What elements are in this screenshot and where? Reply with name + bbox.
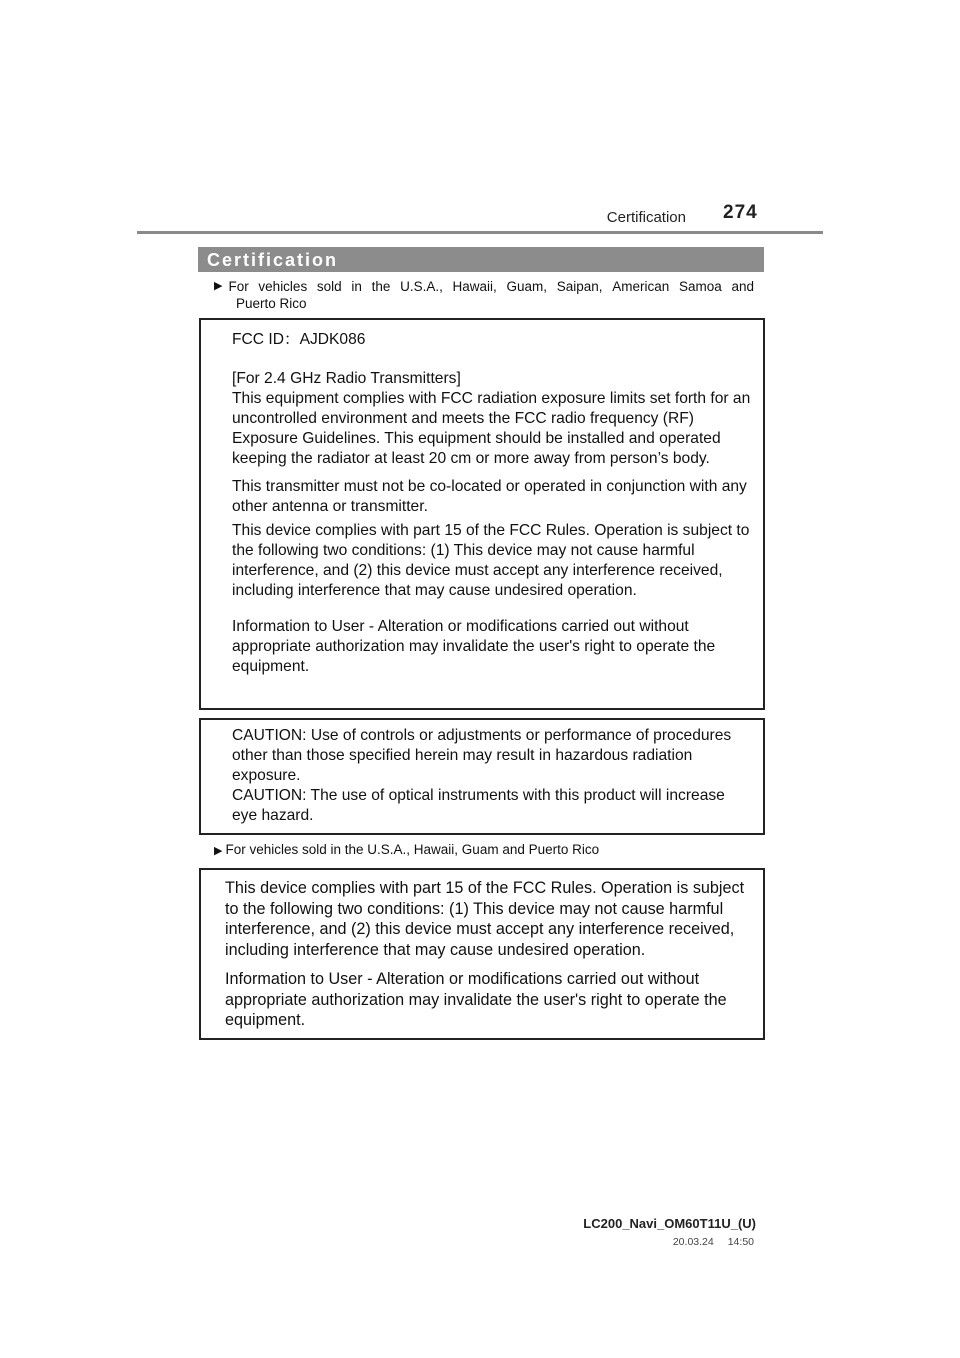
fcc-label-box bbox=[199, 318, 765, 710]
user-info-text: Information to User - Alteration or modifications carried out without appropriate authorization may invalidate the user's right to operate the equipment. bbox=[232, 618, 716, 675]
radio-exposure-text: This equipment complies with FCC radiation exposure limits set forth for an uncontrolled environment and meets the FCC radio frequency (RF) Exposure Guidelines. This equipment should be installed and operated keeping the radiator at least 20 cm or more away from person’s body. bbox=[232, 390, 751, 467]
caution-box bbox=[199, 718, 765, 835]
note-word: American bbox=[612, 279, 670, 294]
user-info-text: Information to User - Alteration or modifications carried out without appropriate authorization may invalidate the user's right to operate the equipment. bbox=[225, 970, 727, 1029]
colocation-text: This transmitter must not be co-located or operated in conjunction with any other antenna or transmitter. bbox=[232, 478, 747, 515]
note-word: sold bbox=[316, 279, 342, 294]
note-line-1 bbox=[228, 278, 754, 295]
note-word: the bbox=[371, 279, 391, 294]
note-word: in bbox=[351, 279, 362, 294]
note-word: Saipan, bbox=[556, 279, 603, 294]
radio-heading: [For 2.4 GHz Radio Transmitters] bbox=[232, 370, 461, 387]
vehicle-region-note-1 bbox=[214, 278, 754, 312]
vehicle-region-note-2 bbox=[214, 841, 599, 860]
part15-text: This device complies with part 15 of the FCC Rules. Operation is subject to the following two conditions: (1) This device may not cause harmful interference, and (2) this device must accept any interference received, including interference that may cause undesired operation. bbox=[232, 522, 750, 599]
triangle-bullet-icon: ▶ bbox=[214, 280, 223, 292]
caution-text-2: CAUTION: The use of optical instruments with this product will increase eye hazard. bbox=[232, 787, 725, 824]
note-text: For vehicles sold in the U.S.A., Hawaii, Guam and Puerto Rico bbox=[225, 842, 600, 857]
note-word: and bbox=[731, 279, 754, 294]
caution-text-1: CAUTION: Use of controls or adjustments or performance of procedures other than those specified herein may result in hazardous radiation exposure. bbox=[232, 727, 732, 784]
header-divider bbox=[137, 231, 823, 234]
note-word: Guam, bbox=[506, 279, 548, 294]
note-word: U.S.A., bbox=[400, 279, 443, 294]
note-word: Samoa bbox=[678, 279, 722, 294]
document-code: LC200_Navi_OM60T11U_(U) bbox=[583, 1216, 756, 1231]
triangle-bullet-icon: ▶ bbox=[214, 845, 223, 857]
page-number: 274 bbox=[723, 202, 758, 223]
print-date: 20.03.24 bbox=[672, 1236, 714, 1248]
note-word: vehicles bbox=[258, 279, 308, 294]
section-title: Certification bbox=[606, 209, 686, 226]
note-word: For bbox=[228, 279, 249, 294]
fcc-id: FCC ID：AJDK086 bbox=[232, 331, 366, 348]
print-time: 14:50 bbox=[727, 1236, 754, 1248]
note-line-2: Puerto Rico bbox=[236, 296, 307, 311]
print-timestamp bbox=[673, 1236, 754, 1248]
certification-banner: Certification bbox=[198, 247, 764, 272]
fcc-label-box-2 bbox=[199, 868, 765, 1040]
part15-text: This device complies with part 15 of the FCC Rules. Operation is subject to the following two conditions: (1) This device may not cause harmful interference, and (2) this device must accept any interference received, including interference that may cause undesired operation. bbox=[225, 879, 745, 959]
note-word: Hawaii, bbox=[452, 279, 497, 294]
